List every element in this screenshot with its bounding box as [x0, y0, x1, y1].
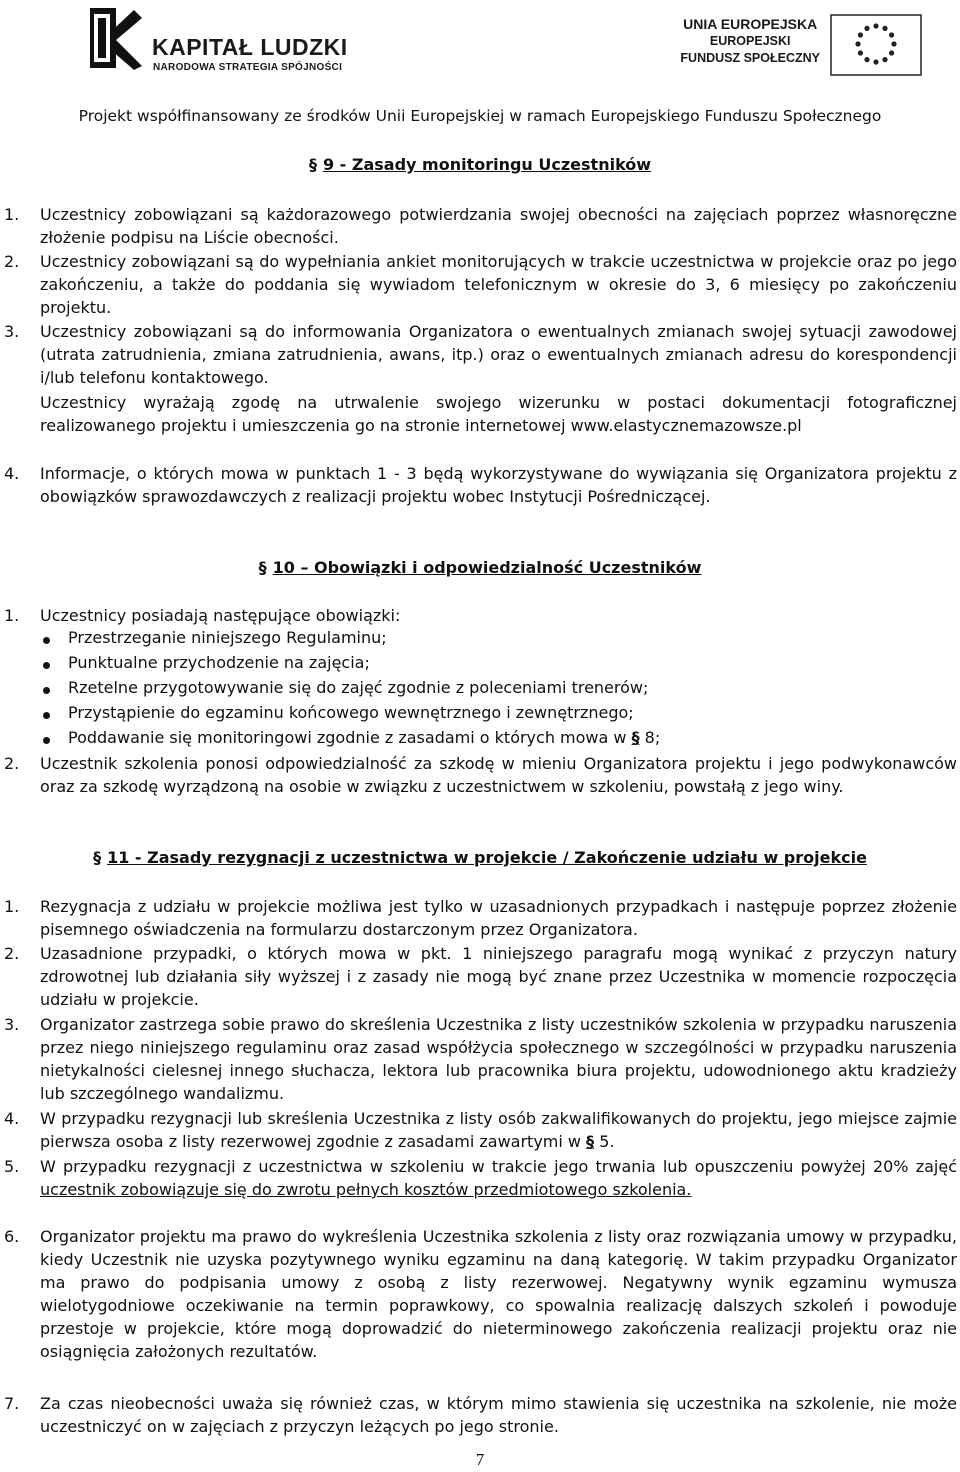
section-10-heading [0, 558, 960, 577]
list-item-text: Przystąpienie do egzaminu końcowego wewnętrznego i zewnętrznego; [68, 703, 634, 722]
section-11-title: 11 - Zasady rezygnacji z uczestnictwa w projekcie / Zakończenie udziału w projekcie [107, 848, 867, 867]
list-item-text [68, 728, 660, 747]
paragraph-ref-sign: § [631, 728, 640, 747]
item-number: 3. [4, 322, 20, 341]
list-item [0, 728, 960, 752]
list-item [0, 703, 960, 727]
list-item-text: Punktualne przychodzenie na zajęcia; [68, 653, 370, 672]
item-text: Uzasadnione przypadki, o których mowa w pkt. 1 niniejszego paragrafu mogą wynikać z przyczyn natury zdrowotnej lub działania siły wyższej i z zasady nie mogą być znane przez Uczestnika w momencie rozpoczęcia udziału w projekcie. [40, 944, 957, 1009]
kapital-ludzki-logo [86, 4, 386, 74]
item-number: 1. [4, 205, 20, 224]
item-text: Organizator projektu ma prawo do wykreślenia Uczestnika szkolenia z listy oraz rozwiązania umowy w przypadku, kiedy Uczestnik nie uzyska pozytywnego wyniku egzaminu na daną kategorię. W takim przypadku Organizator ma prawo do podpisania umowy z osobą z listy rezerwowej. Negatywny wynik egzaminu wymusza wielotygodniowe oczekiwanie na termin poprawkowy, co spowalnia realizację dalszych szkoleń i powoduje przestoje w projekcie, które mogą doprowadzić do nieterminowego zakończenia realizacji projektu oraz nie osiągnięcia założonych rezultatów. [40, 1227, 957, 1361]
item-text: Uczestnicy posiadają następujące obowiązki: [40, 606, 401, 625]
item-number: 5. [4, 1157, 20, 1176]
item-number: 4. [4, 464, 20, 483]
list-item-text-main: Poddawanie się monitoringowi zgodnie z zasadami o których mowa w [68, 728, 627, 747]
bullet-icon [43, 687, 50, 694]
item-text: Za czas nieobecności uważa się również czas, w którym mimo stawienia się uczestnika na szkolenie, nie może uczestniczyć on w zajęciach z przyczyn leżących po jego stronie. [40, 1394, 957, 1436]
list-item [0, 628, 960, 652]
item-number: 7. [4, 1394, 20, 1413]
kapital-ludzki-emblem-icon [86, 4, 144, 72]
item-text [40, 1155, 957, 1201]
item-number: 3. [4, 1015, 20, 1034]
item-text-underlined: uczestnik zobowiązuje się do zwrotu pełnych kosztów przedmiotowego szkolenia. [40, 1180, 692, 1199]
ue-logo-text [680, 16, 820, 67]
unia-europejska-logo [650, 14, 930, 74]
list-item-text: Przestrzeganie niniejszego Regulaminu; [68, 628, 387, 647]
item-text [40, 1107, 957, 1153]
ue-line-3: FUNDUSZ SPOŁECZNY [680, 51, 820, 65]
item-text-main: W przypadku rezygnacji lub skreślenia Uczestnika z listy osób zakwalifikowanych do projektu, jego miejsce zajmie pierwsza osoba z listy rezerwowej zgodnie z zasadami zawartymi w [40, 1109, 957, 1151]
list-item [0, 653, 960, 677]
section-10-para-sign: § [258, 558, 267, 577]
item-text: Uczestnik szkolenia ponosi odpowiedzialność za szkodę w mieniu Organizatora projektu i jego podwykonawców oraz za szkodę wyrządzoną na osobie w związku z uczestnictwem w szkoleniu, powstałą z jego winy. [40, 754, 957, 796]
bullet-icon [43, 662, 50, 669]
item-text: Uczestnicy zobowiązani są do wypełniania ankiet monitorujących w trakcie uczestnictwa w projekcie oraz po jego zakończeniu, a także do poddania się wywiadom telefonicznym w okresie do 3, 6 miesięcy po zakończeniu projektu. [40, 252, 957, 317]
project-cofinancing-line: Projekt współfinansowany ze środków Unii Europejskiej w ramach Europejskiego Funduszu Społecznego [78, 107, 882, 125]
item-number: 6. [4, 1227, 20, 1246]
item-text-main: W przypadku rezygnacji z uczestnictwa w szkoleniu w trakcie jego trwania lub opuszczeniu powyżej 20% zajęć [40, 1157, 957, 1176]
page-number: 7 [475, 1450, 485, 1469]
section-9-para-sign: § [308, 155, 317, 174]
item-text: Informacje, o których mowa w punktach 1 - 3 będą wykorzystywane do wywiązania się Organizatora projektu z obowiązków sprawozdawczych z realizacji projektu wobec Instytucji Pośredniczącej. [40, 464, 957, 506]
item-text: Organizator zastrzega sobie prawo do skreślenia Uczestnika z listy uczestników szkolenia w przypadku naruszenia przez niego niniejszego regulaminu oraz zasad współżycia społecznego w szczególności w przypadku naruszenia nietykalności cielesnej innego słuchacza, lektora lub pracownika biura projektu, udowodnionego aktu kradzieży lub szczególnego wandalizmu. [40, 1015, 957, 1103]
item-text: Uczestnicy zobowiązani są każdorazowego potwierdzania swojej obecności na zajęciach poprzez własnoręczne złożenie podpisu na Liście obecności. [40, 205, 957, 247]
item-number: 1. [4, 606, 20, 625]
item-number: 2. [4, 944, 20, 963]
item-number: 2. [4, 754, 20, 773]
item-text: Uczestnicy wyrażają zgodę na utrwalenie swojego wizerunku w postaci dokumentacji fotograficznej realizowanego projektu i umieszczenia go na stronie internetowej www.elastycznemazowsze.pl [40, 393, 957, 435]
section-9-title: 9 - Zasady monitoringu Uczestników [322, 155, 652, 174]
paragraph-ref-number: 5. [599, 1132, 615, 1151]
bullet-icon [43, 737, 50, 744]
list-item-text: Rzetelne przygotowywanie się do zajęć zgodnie z poleceniami trenerów; [68, 678, 649, 697]
section-10-title: 10 – Obowiązki i odpowiedzialność Uczestników [272, 558, 702, 577]
item-text: Uczestnicy zobowiązani są do informowania Organizatora o ewentualnych zmianach swojej sytuacji zawodowej (utrata zatrudnienia, zmiana zatrudnienia, awans, itp.) oraz o ewentualnych zmianach adresu do korespondencji i/lub telefonu kontaktowego. [40, 322, 957, 387]
ue-line-1: UNIA EUROPEJSKA [683, 16, 818, 32]
bullet-icon [43, 637, 50, 644]
paragraph-ref-number: 8; [644, 728, 661, 747]
section-9-heading [0, 155, 960, 174]
bullet-icon [43, 712, 50, 719]
kapital-ludzki-subtitle: NARODOWA STRATEGIA SPÓJNOŚCI [153, 62, 343, 73]
kapital-ludzki-title: KAPITAŁ LUDZKI [152, 34, 348, 60]
item-text: Rezygnacja z udziału w projekcie możliwa jest tylko w uzasadnionych przypadkach i następuje poprzez złożenie pisemnego oświadczenia na formularzu dostarczonym przez Organizatora. [40, 897, 957, 939]
page-header [0, 0, 960, 140]
section-11-heading [0, 848, 960, 867]
item-number: 2. [4, 252, 20, 271]
eu-flag-icon [830, 14, 922, 76]
item-number: 1. [4, 897, 20, 916]
ue-line-2: EUROPEJSKI [709, 34, 791, 48]
section-11-para-sign: § [93, 848, 102, 867]
item-number: 4. [4, 1109, 20, 1128]
list-item [0, 678, 960, 702]
paragraph-ref-sign: § [586, 1132, 595, 1151]
